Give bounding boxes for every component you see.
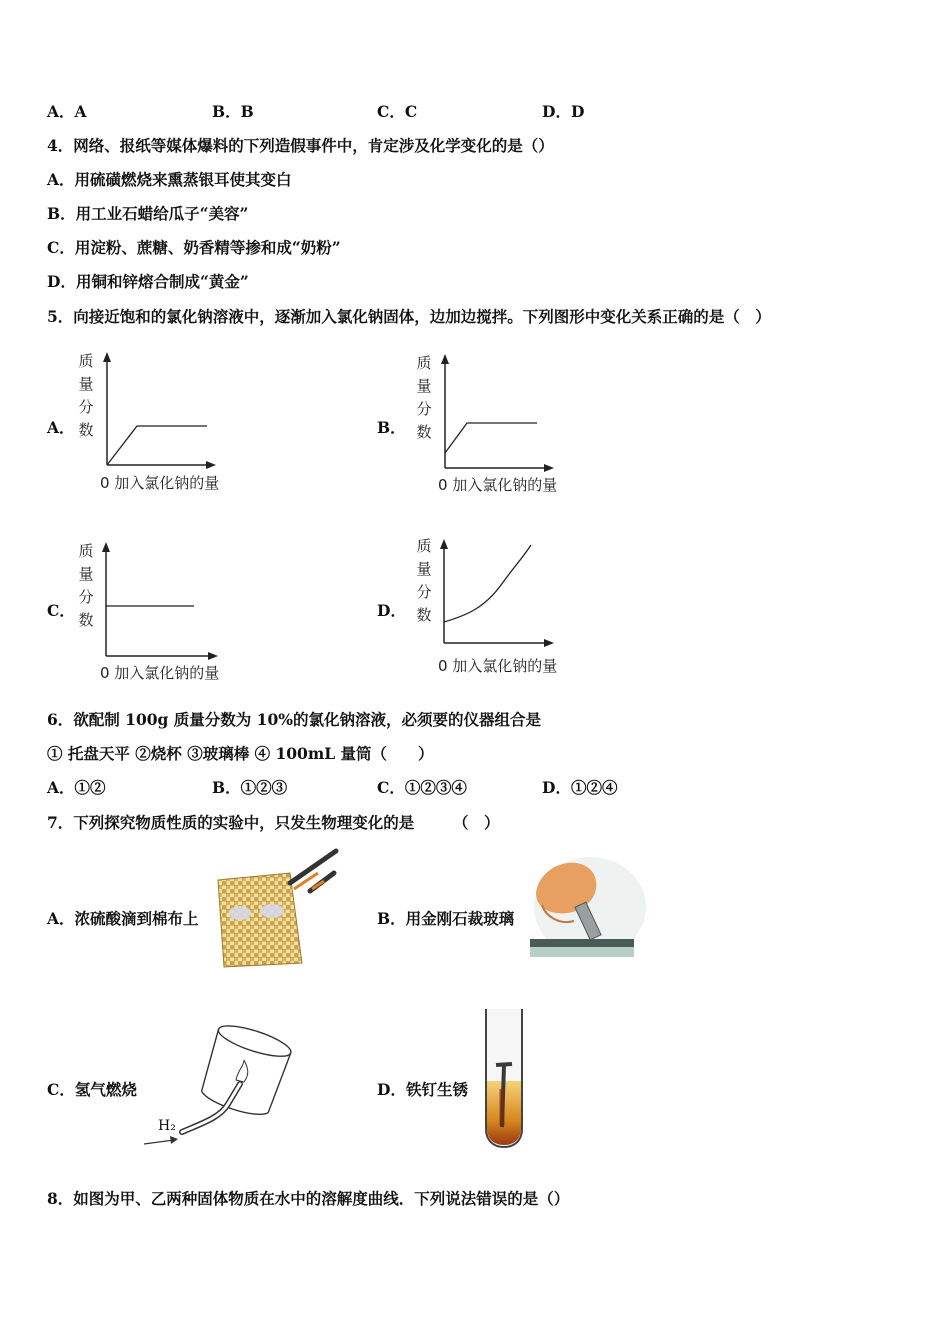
q3-option-d: D．D xyxy=(542,102,585,121)
graph-b-svg xyxy=(413,352,613,482)
y-axis-arrow xyxy=(440,539,448,549)
y-label-char: 分 xyxy=(78,588,94,606)
q3-option-c: C．C xyxy=(377,102,418,121)
iron-nail-rust-illustration xyxy=(480,1005,530,1150)
q5-option-d-label: D． xyxy=(377,601,406,620)
y-label-char: 量 xyxy=(416,377,432,395)
y-label-char: 数 xyxy=(78,611,94,629)
y-label-char: 量 xyxy=(78,565,94,583)
hydrogen-combustion-illustration xyxy=(140,1020,295,1150)
y-label-char: 分 xyxy=(416,400,432,418)
y-label-char: 数 xyxy=(416,423,432,441)
q5-option-c-label: C． xyxy=(47,601,75,620)
series-line-d xyxy=(444,545,531,622)
y-label-char: 分 xyxy=(78,398,94,416)
q3-option-b: B．B xyxy=(212,102,254,121)
y-axis-arrow xyxy=(103,352,111,362)
x-axis-label: 0 加入氯化钠的量 xyxy=(100,474,220,492)
flame xyxy=(236,1060,248,1082)
q5-graph-a xyxy=(75,350,275,510)
x-axis-arrow xyxy=(206,461,216,469)
y-label-char: 数 xyxy=(78,421,94,439)
q5-option-a-label: A． xyxy=(47,418,75,437)
acid-spot xyxy=(229,906,251,920)
q6-option-a: A．①② xyxy=(47,778,106,797)
q4-option-d: D．用铜和锌熔合制成“黄金” xyxy=(47,272,249,291)
q7-stem: 7．下列探究物质性质的实验中，只发生物理变化的是 （ ） xyxy=(47,813,500,832)
q6-option-d: D．①②④ xyxy=(542,778,618,797)
q4-option-c: C．用淀粉、蔗糖、奶香精等掺和成“奶粉” xyxy=(47,238,341,257)
series-line-b xyxy=(445,423,537,453)
y-label-char: 质 xyxy=(78,542,94,560)
cotton-cloth xyxy=(218,873,302,967)
series-line-a xyxy=(107,426,207,465)
glass-edge xyxy=(530,947,634,957)
q4-option-b: B．用工业石蜡给瓜子“美容” xyxy=(47,204,249,223)
y-label-char: 质 xyxy=(416,537,432,555)
y-label-char: 分 xyxy=(416,583,432,601)
h2-label: H₂ xyxy=(158,1118,176,1134)
q5-graph-c xyxy=(75,540,275,700)
y-label-char: 数 xyxy=(416,606,432,624)
q4-stem: 4．网络、报纸等媒体爆料的下列造假事件中，肯定涉及化学变化的是（） xyxy=(47,136,554,155)
q7-option-d: D．铁钉生锈 xyxy=(377,1080,468,1099)
q7-option-a: A．浓硫酸滴到棉布上 xyxy=(47,909,199,928)
x-axis-label: 0 加入氯化钠的量 xyxy=(100,664,220,682)
graph-a-svg xyxy=(75,350,275,480)
acid-spot xyxy=(260,904,284,918)
q6-stem: 6．欲配制 100g 质量分数为 10%的氯化钠溶液，必须要的仪器组合是 xyxy=(47,710,541,729)
graph-d-svg xyxy=(413,535,613,665)
q6-option-c: C．①②③④ xyxy=(377,778,467,797)
q4-option-a: A．用硫磺燃烧来熏蒸银耳使其变白 xyxy=(47,170,292,189)
q3-option-a: A．A xyxy=(47,102,87,121)
y-label-char: 质 xyxy=(416,354,432,372)
q5-graph-b xyxy=(413,352,613,512)
y-label-char: 量 xyxy=(416,560,432,578)
diamond-glass-cutter-illustration xyxy=(528,855,646,965)
q8-stem: 8．如图为甲、乙两种固体物质在水中的溶解度曲线．下列说法错误的是（） xyxy=(47,1189,570,1208)
graph-c-svg xyxy=(75,540,275,670)
flow-arrow xyxy=(144,1140,174,1144)
x-axis-arrow xyxy=(208,652,218,660)
cloth-acid-illustration xyxy=(210,845,340,970)
x-axis-arrow xyxy=(544,639,554,647)
y-axis-arrow xyxy=(441,354,449,364)
q6-items: ① 托盘天平 ②烧杯 ③玻璃棒 ④ 100mL 量筒（ ） xyxy=(47,744,434,763)
q5-option-b-label: B． xyxy=(377,418,406,437)
x-axis-arrow xyxy=(544,464,554,472)
y-label-char: 质 xyxy=(78,352,94,370)
q6-option-b: B．①②③ xyxy=(212,778,288,797)
y-axis-arrow xyxy=(102,542,110,552)
x-axis-label: 0 加入氯化钠的量 xyxy=(438,476,558,494)
q7-option-c: C．氢气燃烧 xyxy=(47,1080,137,1099)
q5-graph-d xyxy=(413,535,613,695)
x-axis-label: 0 加入氯化钠的量 xyxy=(438,657,558,675)
q5-stem: 5．向接近饱和的氯化钠溶液中，逐渐加入氯化钠固体，边加边搅拌。下列图形中变化关系正确的是（ ） xyxy=(47,307,771,326)
glass-plate xyxy=(530,939,634,947)
q7-option-b: B．用金刚石裁玻璃 xyxy=(377,909,515,928)
y-label-char: 量 xyxy=(78,375,94,393)
